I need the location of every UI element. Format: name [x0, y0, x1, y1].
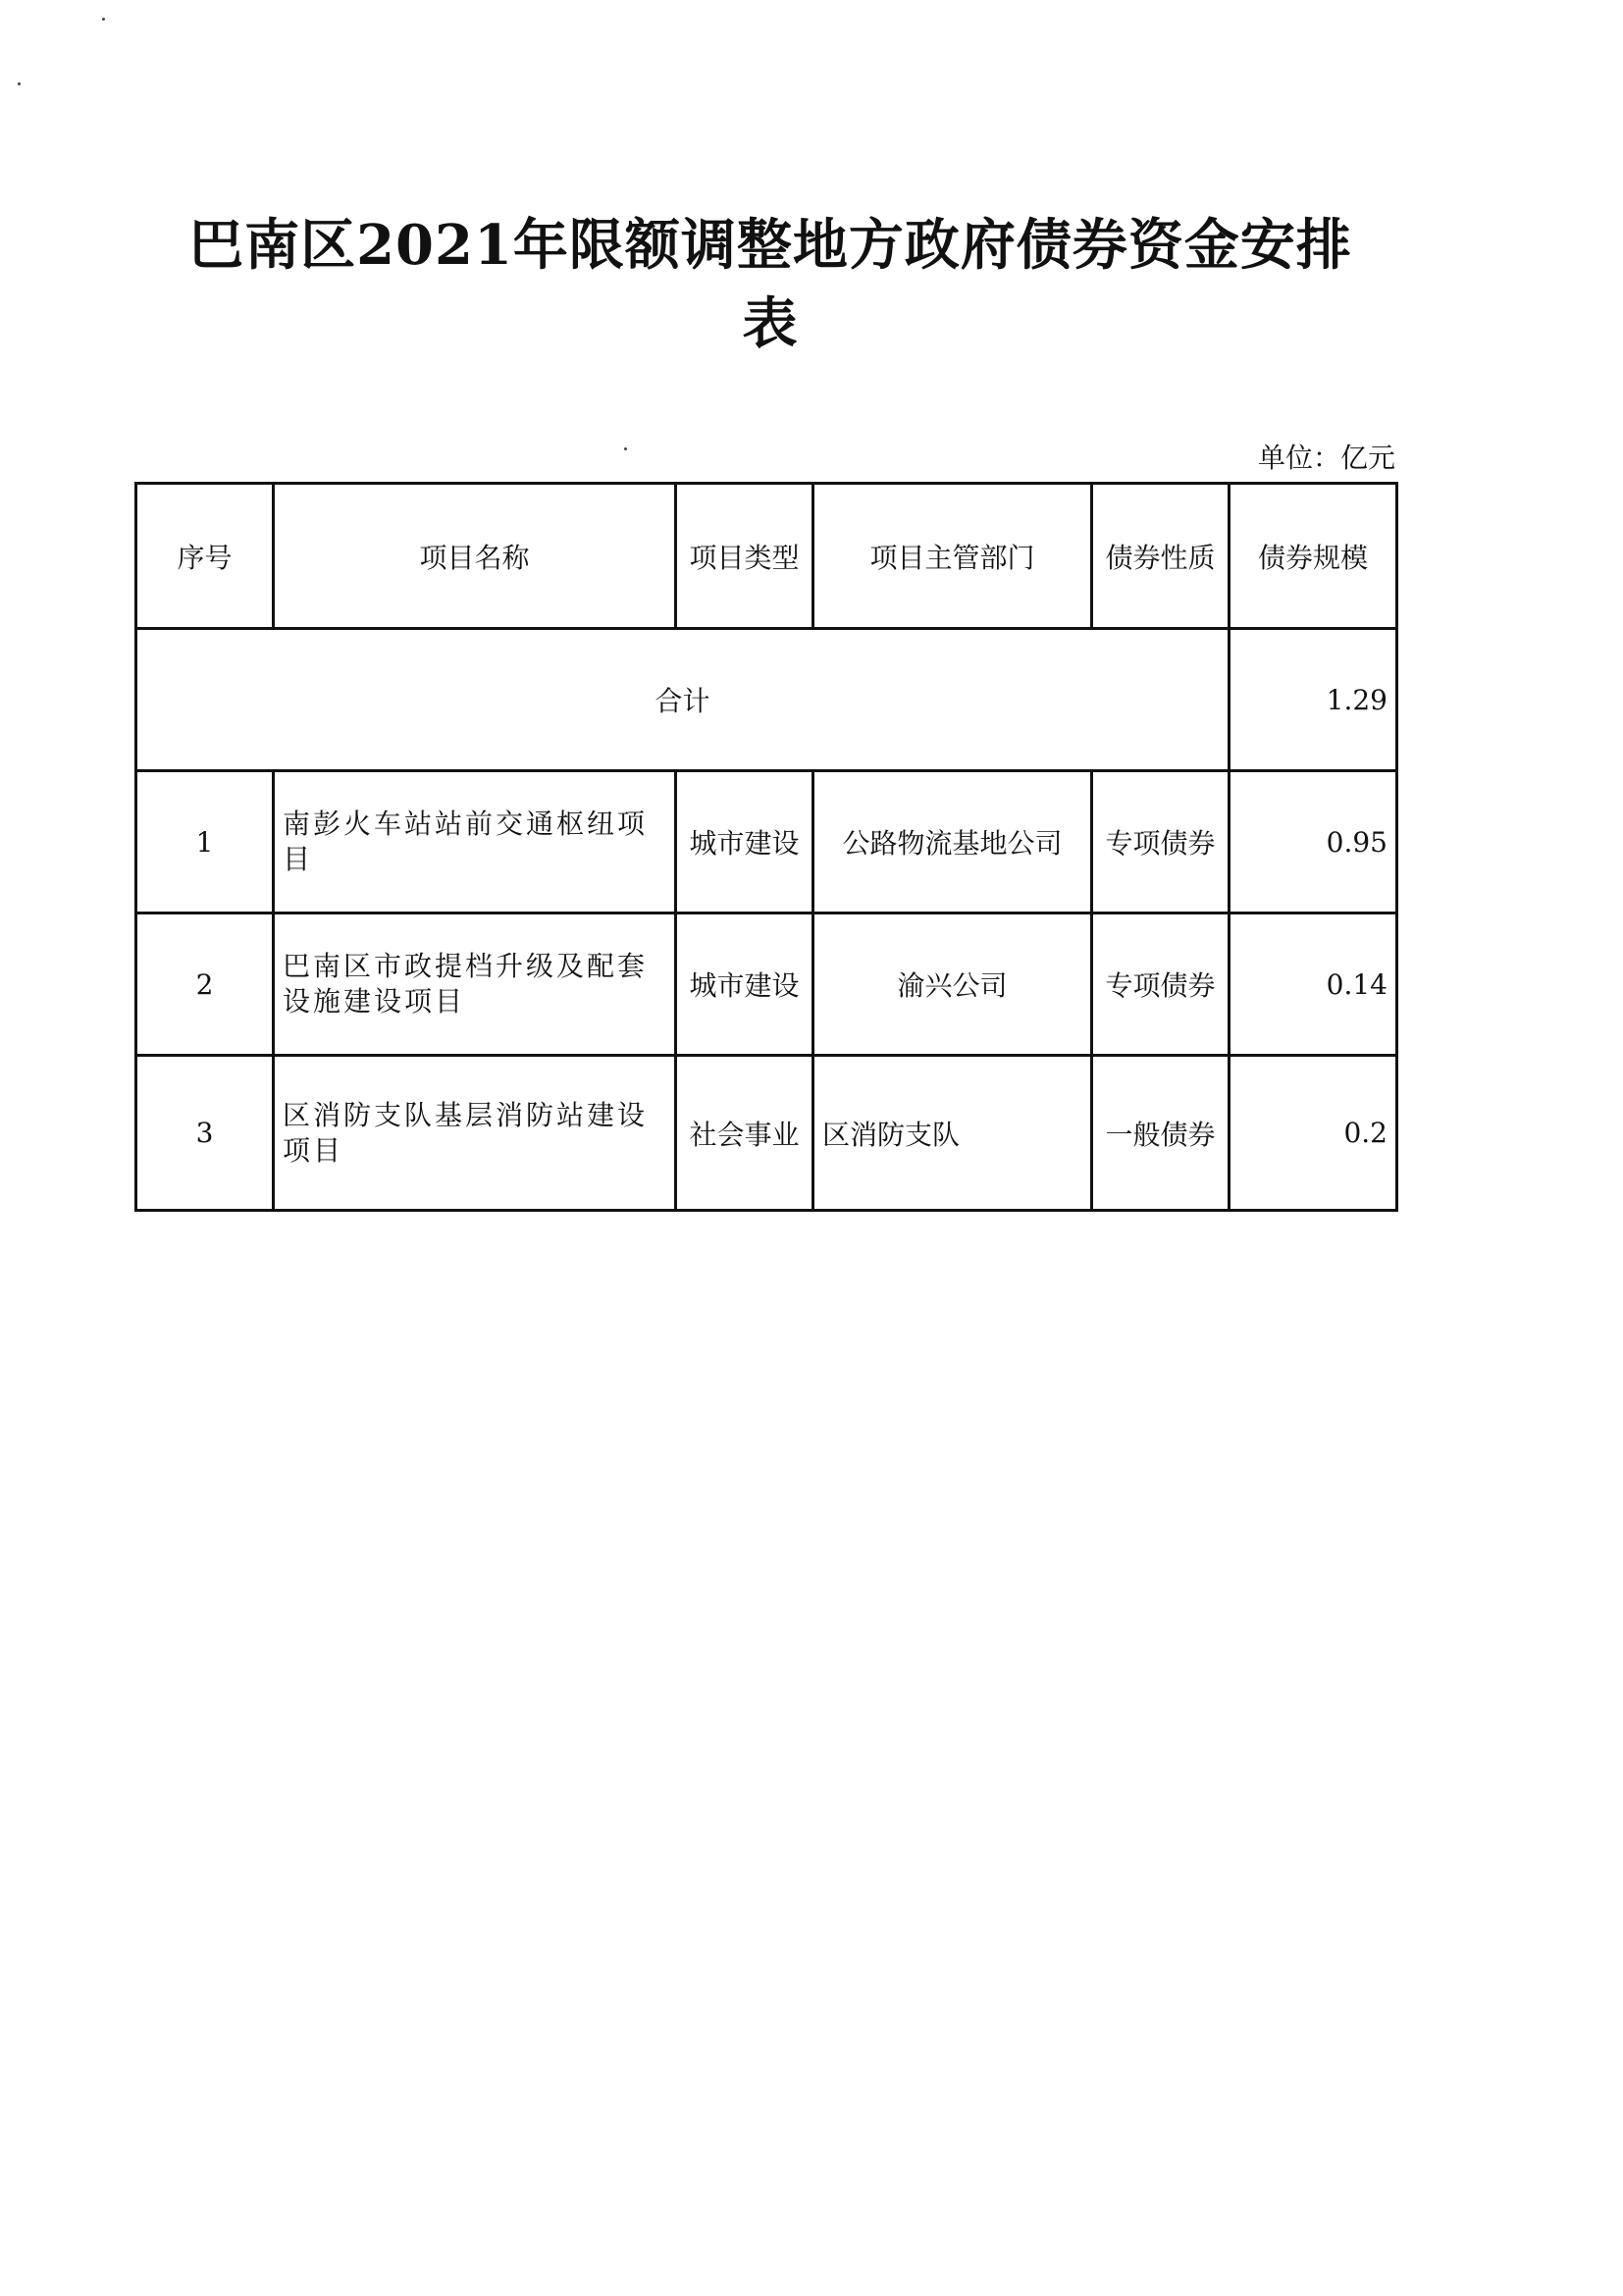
- total-value: 1.29: [1230, 629, 1397, 771]
- title-line-1: 巴南区2021年限额调整地方政府债券资金安排: [188, 213, 1352, 278]
- row-project-name: 南彭火车站站前交通枢纽项目: [274, 771, 676, 913]
- row-bond-nature: 专项债券: [1092, 771, 1230, 913]
- row-project-name: 区消防支队基层消防站建设项目: [274, 1056, 676, 1211]
- total-row: [136, 629, 1397, 771]
- header-scale: 债券规模: [1230, 484, 1397, 629]
- header-seq: 序号: [136, 484, 274, 629]
- header-nature: 债券性质: [1092, 484, 1230, 629]
- row-bond-scale: 0.95: [1230, 771, 1397, 913]
- header-type: 项目类型: [676, 484, 813, 629]
- table-row: [136, 1056, 1397, 1211]
- row-seq: 1: [136, 771, 274, 913]
- row-department: 公路物流基地公司: [813, 771, 1092, 913]
- row-project-name: 巴南区市政提档升级及配套设施建设项目: [274, 913, 676, 1056]
- title-line-2: 表: [742, 291, 799, 356]
- table-header-row: [136, 484, 1397, 629]
- header-dept: 项目主管部门: [813, 484, 1092, 629]
- header-name: 项目名称: [274, 484, 676, 629]
- row-project-type: 城市建设: [676, 771, 813, 913]
- table-row: [136, 771, 1397, 913]
- row-bond-scale: 0.2: [1230, 1056, 1397, 1211]
- row-department: 渝兴公司: [813, 913, 1092, 1056]
- row-seq: 3: [136, 1056, 274, 1211]
- table-row: [136, 913, 1397, 1056]
- row-project-type: 社会事业: [676, 1056, 813, 1211]
- debt-allocation-table: [134, 482, 1398, 1212]
- page-title: [147, 206, 1393, 363]
- row-department: 区消防支队: [813, 1056, 1092, 1211]
- row-bond-nature: 专项债券: [1092, 913, 1230, 1056]
- row-seq: 2: [136, 913, 274, 1056]
- scan-speck: [624, 447, 627, 450]
- row-project-type: 城市建设: [676, 913, 813, 1056]
- row-bond-scale: 0.14: [1230, 913, 1397, 1056]
- total-label: 合计: [136, 629, 1230, 771]
- scan-speck: [102, 18, 105, 21]
- scan-speck: [18, 82, 21, 85]
- row-bond-nature: 一般债券: [1092, 1056, 1230, 1211]
- unit-label: 单位：亿元: [1257, 442, 1395, 474]
